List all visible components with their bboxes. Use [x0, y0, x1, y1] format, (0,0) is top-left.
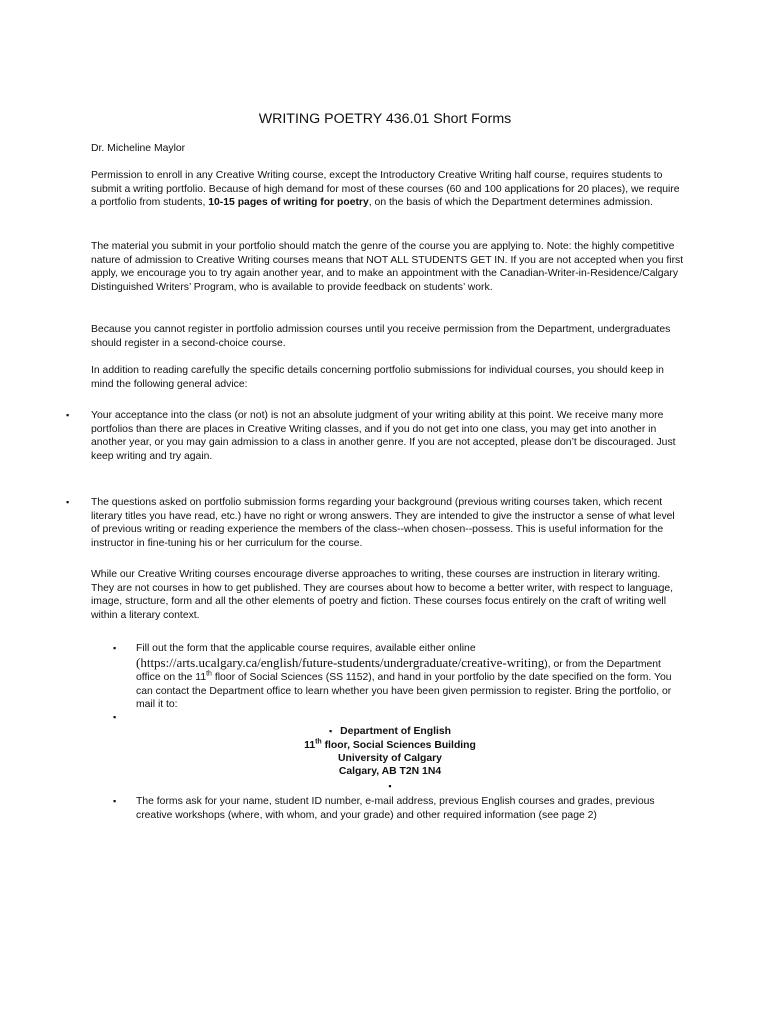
list-item-text: Your acceptance into the class (or not) is not an absolute judgment of your writing ability at this point. We receive many more portfolios than there are places in Creative Writing classes, and if you do not get into one class, you may get into another in another year, or you may gain admission to a class in another genre. If you are not accepted, please don’t be discouraged. Just keep writing and try again. [91, 410, 676, 462]
item-text: floor of Social Sciences (SS 1152), and hand in your portfolio by the date specified on the form. You can contact the Department office to learn whether you have been given permission to register. Bring the portfolio, or mail it to: [136, 672, 672, 711]
paragraph-register: Because you cannot register in portfolio admission courses until you receive permission from the Department, undergraduates should register in a second-choice course. [91, 324, 671, 349]
address-bullet [250, 780, 530, 794]
address-line-4: Calgary, AB T2N 1N4 [338, 766, 442, 777]
paragraph-genre: The material you submit in your portfolio should match the genre of the course you are applying to. Note: the highly competitive nature of admission to Creative Writing courses means that NOT ALL STUDENTS GET IN. If you are not accepted when you first apply, we encourage you to try again another year, and to make an appointment with the Canadian-Writer-in-Residence/Calgary Distinguished Writers’ Program, who is available to provide feedback on students’ work. [91, 241, 684, 293]
list-item-text: The forms ask for your name, student ID number, e-mail address, previous English courses and grades, previous creative workshops (where, with whom, and your grade) and other required information (see page 2) [136, 796, 655, 821]
author-line: Dr. Micheline Maylor [91, 143, 186, 154]
address-line-2 [250, 739, 530, 753]
address-line-1 [250, 725, 530, 739]
paragraph-literary: While our Creative Writing courses encourage diverse approaches to writing, these courses are instruction in literary writing. They are not courses in how to get published. They are courses about how to become a better writer, with respect to language, image, structure, form and all the other elements of poetry and fiction. These courses focus entirely on the craft of writing well within a literary context. [91, 569, 674, 621]
bullet-icon: ▪ [113, 712, 117, 722]
bullet-icon: ▪ [66, 410, 70, 420]
item-text: Fill out the form that the applicable course requires, available either online [136, 643, 476, 654]
address-text: floor, Social Sciences Building [321, 740, 476, 751]
paragraph-text: , on the basis of which the Department determines admission. [368, 197, 653, 209]
list-item-text [136, 642, 686, 712]
bold-requirement: 10-15 pages of writing for poetry [208, 197, 369, 209]
bullet-icon: ▪ [113, 796, 117, 806]
address-text: Department of English [340, 726, 452, 737]
bullet-icon: ▪ [388, 781, 392, 791]
paragraph-advice: In addition to reading carefully the specific details concerning portfolio submissions for individual courses, you should keep in mind the following general advice: [91, 365, 664, 390]
item-text: ), or from the Department office on the 11 [136, 658, 661, 684]
address-line-3: University of Calgary [338, 753, 442, 764]
list-item-text: The questions asked on portfolio submission forms regarding your background (previous writing courses taken, which recent literary titles you have read, etc.) have no right or wrong answers. They are intended to give the instructor a sense of what level of previous writing or reading experience the members of the class--when chosen--possess. This is useful information for the instructor in fine-tuning his or her curriculum for the course. [91, 497, 675, 549]
superscript: th [206, 670, 212, 678]
paragraph-text: Permission to enroll in any Creative Writing course, except the Introductory Creative Writing half course, requires students to submit a writing portfolio. Because of high demand for most of these courses (60 and 100 applications for 20 places), we require a portfolio from students, [91, 170, 680, 209]
address-text: 11 [304, 740, 316, 751]
paragraph-permission [91, 169, 686, 210]
bullet-icon: ▪ [66, 497, 70, 507]
page-title: WRITING POETRY 436.01 Short Forms [258, 111, 512, 127]
bullet-icon: ▪ [328, 726, 333, 736]
superscript: th [315, 738, 322, 746]
department-link[interactable]: (https://arts.ucalgary.ca/english/future-students/undergraduate/creative-writing [136, 654, 545, 670]
bullet-icon: ▪ [113, 643, 117, 653]
